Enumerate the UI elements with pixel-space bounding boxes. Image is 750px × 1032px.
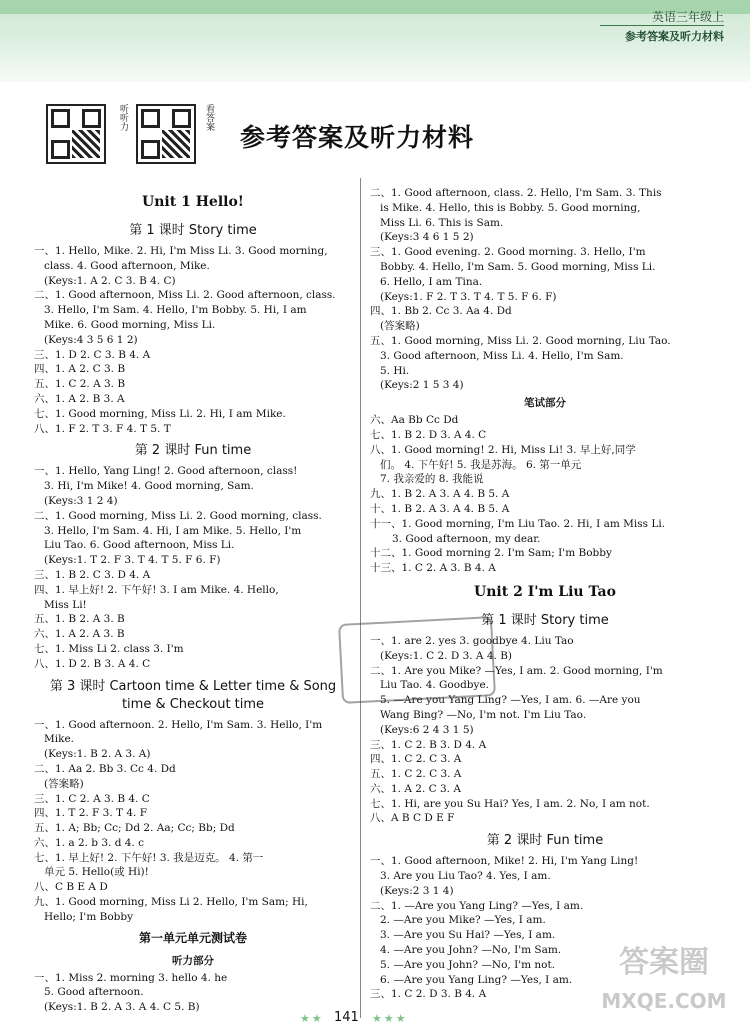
answer-line: Mike.	[44, 733, 75, 746]
page-title: 参考答案及听力材料	[240, 123, 475, 152]
header-grade: 英语三年级上	[651, 10, 724, 24]
left-column	[34, 186, 352, 1015]
answer-line: (Keys:1. C 2. D 3. A 4. B)	[380, 649, 513, 662]
answer-line: 二、1. —Are you Yang Ling? —Yes, I am.	[370, 899, 584, 912]
answer-line: Liu Tao. 6. Good afternoon, Miss Li.	[44, 539, 235, 552]
answer-line: (Keys:1. A 2. C 3. B 4. C)	[44, 274, 176, 287]
answer-line: 六、1. A 2. C 3. A	[370, 782, 461, 795]
answer-line: (Keys:1. B 2. A 3. A 4. C 5. B)	[44, 1001, 200, 1014]
answer-line: (答案略)	[44, 777, 84, 790]
answer-line: 3. Are you Liu Tao? 4. Yes, I am.	[380, 870, 551, 883]
answer-line: Miss Li. 6. This is Sam.	[380, 216, 504, 229]
answer-line: 七、1. Miss Li 2. class 3. I'm	[34, 642, 184, 655]
answer-line: 单元 5. Hello(或 Hi)!	[44, 866, 149, 879]
answer-line: 七、1. 早上好! 2. 下午好! 3. 我是迈克。 4. 第一	[34, 851, 264, 864]
answer-line: Wang Bing? —No, I'm not. I'm Liu Tao.	[380, 708, 587, 721]
answer-line: 八、1. Good morning! 2. Hi, Miss Li! 3. 早上好,同学	[370, 443, 636, 456]
answer-line: class. 4. Good afternoon, Mike.	[44, 259, 210, 272]
answer-line: 三、1. B 2. C 3. D 4. A	[34, 568, 151, 581]
answer-line: (Keys:1. F 2. T 3. T 4. T 5. F 6. F)	[380, 290, 557, 303]
answer-line: 八、1. F 2. T 3. F 4. T 5. T	[34, 422, 171, 435]
answer-line: 6. Hello, I am Tina.	[380, 275, 483, 288]
answer-line: 八、A B C D E F	[370, 812, 455, 825]
lesson-heading: 第 1 课时 Story time	[481, 612, 609, 628]
lesson-heading: 第 3 课时 Cartoon time & Letter time & Song time & Checkout time	[49, 678, 337, 712]
answer-line: (Keys:2 1 5 3 4)	[380, 379, 464, 392]
star-decoration-right: ★★★	[372, 1012, 408, 1025]
answer-line: 九、1. Good morning, Miss Li 2. Hello, I'm Sam; Hi,	[34, 896, 308, 909]
answer-line: 3. Good afternoon, my dear.	[392, 532, 541, 545]
lesson-heading: 第 2 课时 Fun time	[134, 443, 252, 459]
test-heading: 第一单元单元测试卷	[138, 930, 247, 945]
unit-heading: Unit 1 Hello!	[142, 194, 244, 210]
answer-line: 四、1. A 2. C 3. B	[34, 363, 126, 376]
watermark-logo	[594, 940, 734, 1028]
answer-line: 五、1. C 2. C 3. A	[370, 768, 462, 781]
answer-line: 十一、1. Good morning, I'm Liu Tao. 2. Hi, I am Miss Li.	[370, 517, 666, 530]
answer-line: (Keys:1. B 2. A 3. A)	[44, 748, 151, 761]
answer-line: 5. —Are you John? —No, I'm not.	[380, 958, 556, 971]
answer-line: 三、1. D 2. C 3. B 4. A	[34, 348, 151, 361]
answer-line: 七、1. B 2. D 3. A 4. C	[370, 428, 487, 441]
answer-line: 们。 4. 下午好! 5. 我是苏海。 6. 第一单元	[380, 458, 582, 471]
answer-line: 三、1. C 2. B 3. D 4. A	[370, 738, 487, 751]
answer-line: 十二、1. Good morning 2. I'm Sam; I'm Bobby	[370, 547, 612, 560]
answer-line: 六、1. A 2. B 3. A	[34, 392, 125, 405]
answer-line: Bobby. 4. Hello, I'm Sam. 5. Good morning, Miss Li.	[380, 260, 656, 273]
answer-line: 三、1. C 2. D 3. B 4. A	[370, 988, 487, 1001]
answer-line: (Keys:1. T 2. F 3. T 4. T 5. F 6. F)	[44, 554, 221, 567]
answer-line: 5. —Are you Yang Ling? —Yes, I am. 6. —Are you	[380, 694, 641, 707]
answer-line: 九、1. B 2. A 3. A 4. B 5. A	[370, 488, 510, 501]
answer-line: is Mike. 4. Hello, this is Bobby. 5. Good morning,	[380, 201, 641, 214]
answer-line: 六、1. a 2. b 3. d 4. c	[34, 836, 145, 849]
answer-line: Hello; I'm Bobby	[44, 910, 134, 923]
answer-line: 3. Good afternoon, Miss Li. 4. Hello, I'm Sam.	[380, 349, 624, 362]
header-top-bar	[0, 0, 750, 14]
star-decoration-left: ★★	[300, 1012, 324, 1025]
answer-line: Liu Tao. 4. Goodbye.	[380, 679, 490, 692]
answer-line: 三、1. Good evening. 2. Good morning. 3. Hello, I'm	[370, 246, 646, 259]
answer-line: 二、1. Good morning, Miss Li. 2. Good morning, class.	[34, 509, 322, 522]
answer-line: 六、Aa Bb Cc Dd	[370, 414, 459, 427]
answer-line: 五、1. B 2. A 3. B	[34, 613, 125, 626]
watermark-text-cn: 答案圈	[619, 945, 709, 980]
qr-code-listening[interactable]	[46, 104, 106, 164]
answer-line: 5. Hi.	[380, 364, 410, 377]
header-rule	[600, 25, 724, 26]
answer-line: 四、1. T 2. F 3. T 4. F	[34, 807, 148, 820]
answer-line: 七、1. Good morning, Miss Li. 2. Hi, I am Mike.	[34, 407, 286, 420]
answer-line: 二、1. Good afternoon, Miss Li. 2. Good afternoon, class.	[34, 289, 336, 302]
answer-line: 五、1. Good morning, Miss Li. 2. Good morning, Liu Tao.	[370, 334, 671, 347]
header-section: 参考答案及听力材料	[625, 30, 724, 43]
page-number: 141	[334, 1010, 359, 1025]
stamp-image	[338, 616, 496, 704]
answer-line: 一、1. Hello, Mike. 2. Hi, I'm Miss Li. 3. Good morning,	[34, 245, 328, 257]
answer-line: 八、1. D 2. B 3. A 4. C	[34, 657, 151, 670]
section-subheading: 笔试部分	[524, 397, 566, 410]
answer-line: 5. Good afternoon.	[44, 986, 144, 999]
answer-line: 二、1. Good afternoon, class. 2. Hello, I'm Sam. 3. This	[370, 187, 662, 199]
answer-line: (Keys:6 2 4 3 1 5)	[380, 723, 474, 736]
answer-line: 3. Hi, I'm Mike! 4. Good morning, Sam.	[44, 480, 254, 493]
answer-line: (Keys:2 3 1 4)	[380, 884, 454, 897]
answer-line: 6. —Are you Yang Ling? —Yes, I am.	[380, 973, 573, 986]
answer-line: 八、C B E A D	[34, 881, 108, 894]
answer-line: 四、1. C 2. C 3. A	[370, 753, 462, 766]
section-subheading: 听力部分	[172, 954, 214, 967]
watermark-text-en: MXQE.COM	[601, 989, 727, 1013]
answer-line: 一、1. are 2. yes 3. goodbye 4. Liu Tao	[370, 634, 574, 647]
lesson-heading: 第 1 课时 Story time	[129, 223, 257, 238]
answer-line: 3. Hello, I'm Sam. 4. Hello, I'm Bobby. 5. Hi, I am	[44, 304, 307, 317]
answer-line: 十三、1. C 2. A 3. B 4. A	[370, 562, 496, 575]
answer-line: (Keys:3 4 6 1 5 2)	[380, 231, 474, 244]
answer-line: (Keys:4 3 5 6 1 2)	[44, 333, 138, 346]
answer-line: 五、1. A; Bb; Cc; Dd 2. Aa; Cc; Bb; Dd	[34, 822, 235, 835]
column-divider	[360, 178, 361, 1018]
qr-label-answers: 看答案	[204, 104, 214, 131]
answer-line: 一、1. Hello, Yang Ling! 2. Good afternoon, class!	[34, 465, 298, 478]
answer-line: 三、1. C 2. A 3. B 4. C	[34, 792, 150, 805]
answer-line: 二、1. Are you Mike? —Yes, I am. 2. Good morning, I'm	[370, 664, 663, 677]
lesson-heading: 第 2 课时 Fun time	[486, 833, 604, 849]
answer-line: 五、1. C 2. A 3. B	[34, 378, 126, 391]
answer-line: (Keys:3 1 2 4)	[44, 494, 118, 507]
answer-line: 四、1. Bb 2. Cc 3. Aa 4. Dd	[370, 305, 512, 318]
qr-code-answers[interactable]	[136, 104, 196, 164]
answer-line: 六、1. A 2. A 3. B	[34, 628, 125, 641]
answer-line: Mike. 6. Good morning, Miss Li.	[44, 318, 216, 331]
answer-line: 十、1. B 2. A 3. A 4. B 5. A	[370, 502, 510, 515]
answer-line: 3. Hello, I'm Sam. 4. Hi, I am Mike. 5. Hello, I'm	[44, 524, 302, 537]
right-column	[370, 186, 720, 1002]
answer-line: (答案略)	[380, 320, 420, 333]
qr-label-listening: 听听力	[118, 104, 128, 131]
answer-line: 7. 我亲爱的 8. 我能说	[380, 473, 484, 486]
answer-line: 一、1. Good afternoon, Mike! 2. Hi, I'm Yang Ling!	[370, 855, 639, 868]
answer-line: 七、1. Hi, are you Su Hai? Yes, I am. 2. No, I am not.	[370, 797, 650, 810]
unit-heading: Unit 2 I'm Liu Tao	[474, 583, 616, 600]
answer-line: 2. —Are you Mike? —Yes, I am.	[380, 914, 546, 927]
answer-line: 二、1. Aa 2. Bb 3. Cc 4. Dd	[34, 762, 176, 775]
answer-line: 3. —Are you Su Hai? —Yes, I am.	[380, 929, 556, 942]
answer-line: 一、1. Miss 2. morning 3. hello 4. he	[34, 971, 228, 984]
answer-line: 四、1. 早上好! 2. 下午好! 3. I am Mike. 4. Hello,	[34, 583, 279, 596]
answer-line: 4. —Are you John? —No, I'm Sam.	[380, 944, 562, 957]
answer-line: Miss Li!	[44, 598, 87, 611]
answer-line: 一、1. Good afternoon. 2. Hello, I'm Sam. 3. Hello, I'm	[34, 718, 323, 731]
